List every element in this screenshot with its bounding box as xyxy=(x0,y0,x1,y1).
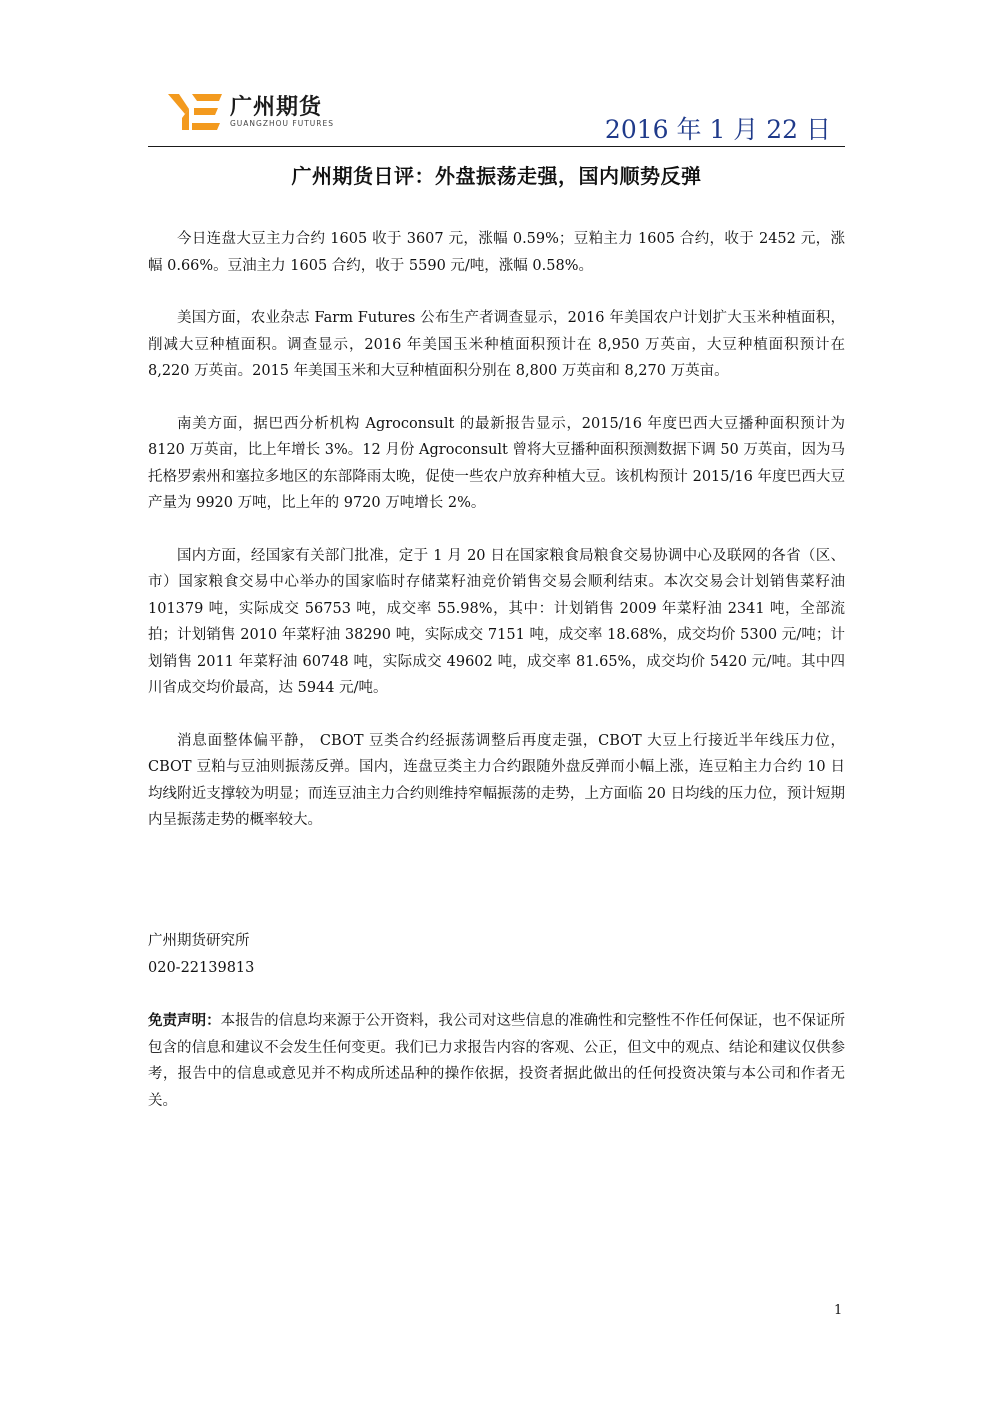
paragraph-us-market: 美国方面，农业杂志 Farm Futures 公布生产者调查显示，2016 年美国农户计划扩大玉米种植面积，削减大豆种植面积。调查显示，2016 年美国玉米种植面积预计在 8,950 万英亩，大豆种植面积预计在 8,220 万英亩。2015 年美国玉米和大豆种植面积分别在 8,800 万英亩和 8,270 万英亩。 xyxy=(148,310,845,379)
org-contact xyxy=(148,928,254,982)
page-number: 1 xyxy=(834,1303,843,1318)
org-name: 广州期货研究所 xyxy=(148,933,250,949)
company-logo xyxy=(168,88,338,136)
report-body xyxy=(148,226,845,860)
paragraph-domestic: 国内方面，经国家有关部门批准，定于 1 月 20 日在国家粮食局粮食交易协调中心及联网的各省（区、市）国家粮食交易中心举办的国家临时存储菜籽油竞价销售交易会顺利结束。本次交易会计划销售菜籽油 101379 吨，实际成交 56753 吨，成交率 55.98%，其中：计划销售 2009 年菜籽油 2341 吨，全部流拍；计划销售 2010 年菜籽油 38290 吨，实际成交 7151 吨，成交率 18.68%，成交均价 5300 元/吨；计划销售 2011 年菜籽油 60748 吨，实际成交 49602 吨，成交率 81.65%，成交均价 5420 元/吨。其中四川省成交均价最高，达 5944 元/吨。 xyxy=(148,547,845,696)
page-header xyxy=(148,80,845,147)
report-title: 广州期货日评：外盘振荡走强，国内顺势反弹 xyxy=(291,164,702,188)
logo-subtext: GUANGZHOU FUTURES xyxy=(230,119,334,128)
paragraph-market-close: 今日连盘大豆主力合约 1605 收于 3607 元，涨幅 0.59%；豆粕主力 1605 合约，收于 2452 元，涨幅 0.66%。豆油主力 1605 合约，收于 5590 元/吨，涨幅 0.58%。 xyxy=(148,231,845,274)
disclaimer-text: 本报告的信息均来源于公开资料，我公司对这些信息的准确性和完整性不作任何保证，也不保证所包含的信息和建议不会发生任何变更。我们已力求报告内容的客观、公正，但文中的观点、结论和建议仅供参考，报告中的信息或意见并不构成所述品种的操作依据，投资者据此做出的任何投资决策与本公司和作者无关。 xyxy=(148,1013,845,1109)
disclaimer-label: 免责声明： xyxy=(148,1013,221,1029)
logo-mark-icon xyxy=(168,90,224,134)
disclaimer xyxy=(148,1008,845,1114)
org-phone: 020-22139813 xyxy=(148,960,255,976)
logo-name: 广州期货 xyxy=(230,95,323,120)
report-date: 2016 年 1 月 22 日 xyxy=(604,115,831,144)
paragraph-outlook: 消息面整体偏平静， CBOT 豆类合约经振荡调整后再度走强，CBOT 大豆上行接近半年线压力位，CBOT 豆粕与豆油则振荡反弹。国内，连盘豆类主力合约跟随外盘反弹而小幅上涨，连豆粕主力合约 10 日均线附近支撑较为明显；而连豆油主力合约则维持窄幅振荡的走势，上方面临 20 日均线的压力位，预计短期内呈振荡走势的概率较大。 xyxy=(148,732,845,828)
paragraph-south-america: 南美方面，据巴西分析机构 Agroconsult 的最新报告显示，2015/16 年度巴西大豆播种面积预计为 8120 万英亩，比上年增长 3%。12 月份 Agroconsult 曾将大豆播种面积预测数据下调 50 万英亩，因为马托格罗索州和塞拉多地区的东部降雨太晚，促使一些农户放弃种植大豆。该机构预计 2015/16 年度巴西大豆产量为 9920 万吨，比上年的 9720 万吨增长 2%。 xyxy=(148,415,845,511)
